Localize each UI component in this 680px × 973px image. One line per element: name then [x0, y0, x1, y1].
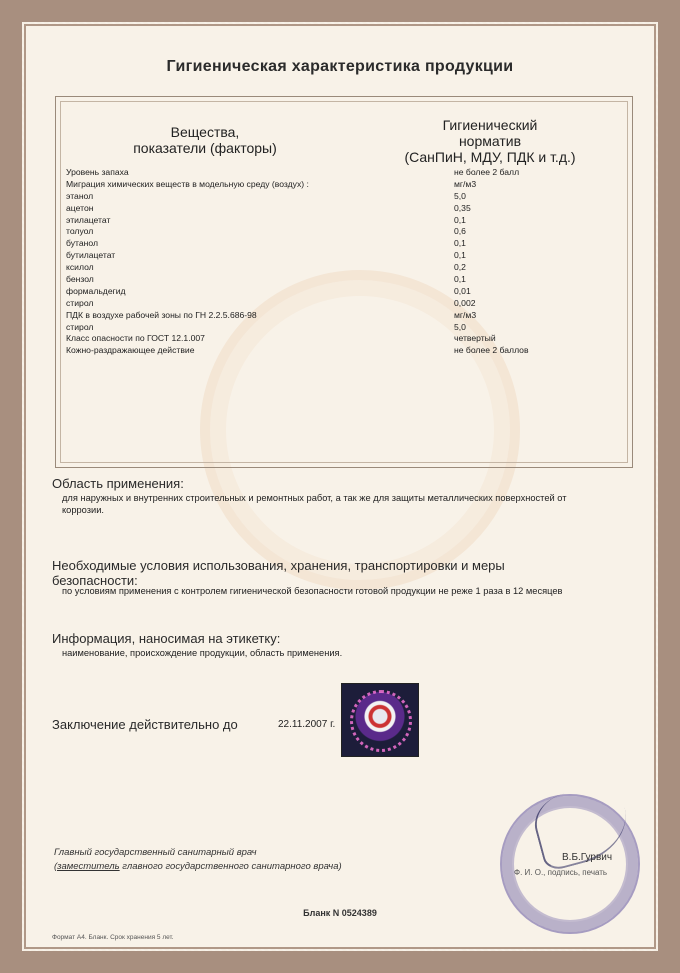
hologram-sticker [342, 684, 418, 756]
table-row [66, 274, 626, 286]
row-substance: ксилол [66, 262, 94, 273]
row-substance: ПДК в воздухе рабочей зоны по ГН 2.2.5.686-98 [66, 309, 257, 320]
row-substance: этилацетат [66, 214, 111, 225]
footer-note: Формат А4. Бланк. Срок хранения 5 лет. [52, 934, 174, 941]
signature-role-underlined: (заместитель [54, 861, 120, 872]
signature-role-rest: главного государственного санитарного врача) [119, 861, 342, 872]
table-header-norm: Гигиенический норматив (СанПиН, МДУ, ПДК и т.д.) [404, 117, 576, 165]
row-substance: этанол [66, 190, 94, 201]
row-substance: бензол [66, 274, 94, 285]
row-substance: стирол [66, 321, 94, 332]
scope-text: для наружных и внутренних строительных и ремонтных работ, а так же для защиты металлических поверхностей от коррозии. [62, 493, 567, 515]
row-substance: Уровень запаха [66, 167, 129, 177]
row-norm-value: 0,1 [454, 238, 466, 249]
row-substance: формальдегид [66, 285, 126, 296]
row-norm-value: не более 2 балл [454, 167, 520, 177]
table-row [66, 203, 626, 215]
row-norm-value: 0,6 [454, 226, 466, 237]
conclusion-label: Заключение действительно до [52, 717, 238, 732]
row-substance: Кожно-раздражающее действие [66, 345, 195, 356]
table-row [66, 322, 626, 334]
conditions-text: по условиям применения с контролем гигиенической безопасности готовой продукции не реже 1 раза в 12 месяцев [62, 586, 563, 596]
table-row [66, 310, 626, 322]
row-substance: ацетон [66, 202, 94, 213]
table-row [66, 286, 626, 298]
row-norm-value: четвертый [454, 333, 496, 344]
row-norm-value: 0,35 [454, 202, 471, 213]
row-substance: Миграция химических веществ в модельную среду (воздух) : [66, 178, 309, 189]
row-norm-value: не более 2 баллов [454, 345, 529, 356]
table-row [66, 298, 626, 310]
conclusion-date: 22.11.2007 г. [278, 719, 336, 730]
row-norm-value: 0,2 [454, 262, 466, 273]
row-norm-value: 0,01 [454, 285, 471, 296]
table-row [66, 333, 626, 345]
scope-title: Область применения: [52, 476, 184, 491]
row-substance: Класс опасности по ГОСТ 12.1.007 [66, 333, 205, 344]
table-row [66, 179, 626, 191]
row-substance: толуол [66, 226, 94, 237]
row-norm-value: 0,1 [454, 274, 466, 285]
label-info-text: наименование, происхождение продукции, область применения. [62, 648, 343, 658]
row-norm-value: 5,0 [454, 321, 466, 332]
table-row [66, 345, 626, 357]
hologram-ring [350, 690, 412, 752]
table-rows [66, 167, 626, 357]
row-norm-value: 0,002 [454, 297, 476, 308]
row-norm-value: 5,0 [454, 190, 466, 201]
signature-role [54, 846, 342, 874]
signature-role-line1: Главный государственный санитарный врач [54, 847, 257, 858]
table-row [66, 191, 626, 203]
row-norm-value: мг/м3 [454, 178, 477, 189]
table-row [66, 215, 626, 227]
table-row [66, 250, 626, 262]
row-substance: стирол [66, 297, 94, 308]
blank-number: Бланк N 0524389 [303, 908, 377, 918]
table-row [66, 226, 626, 238]
table-row [66, 262, 626, 274]
row-norm-value: 0,1 [454, 214, 466, 225]
table-row [66, 167, 626, 179]
conditions-title: Необходимые условия использования, хранения, транспортировки и меры безопасности: [52, 558, 505, 588]
fio-caption: Ф. И. О., подпись, печать [514, 868, 608, 877]
row-norm-value: 0,1 [454, 250, 466, 261]
document-title: Гигиеническая характеристика продукции [166, 58, 514, 75]
signer-name: В.Б.Гурвич [562, 852, 613, 863]
row-substance: бутанол [66, 238, 98, 249]
row-norm-value: мг/м3 [454, 309, 477, 320]
table-row [66, 238, 626, 250]
label-info-title: Информация, наносимая на этикетку: [52, 631, 281, 646]
table-header-substances: Вещества, показатели (факторы) [133, 124, 277, 156]
row-substance: бутилацетат [66, 250, 116, 261]
signature-role-line2 [54, 860, 342, 874]
